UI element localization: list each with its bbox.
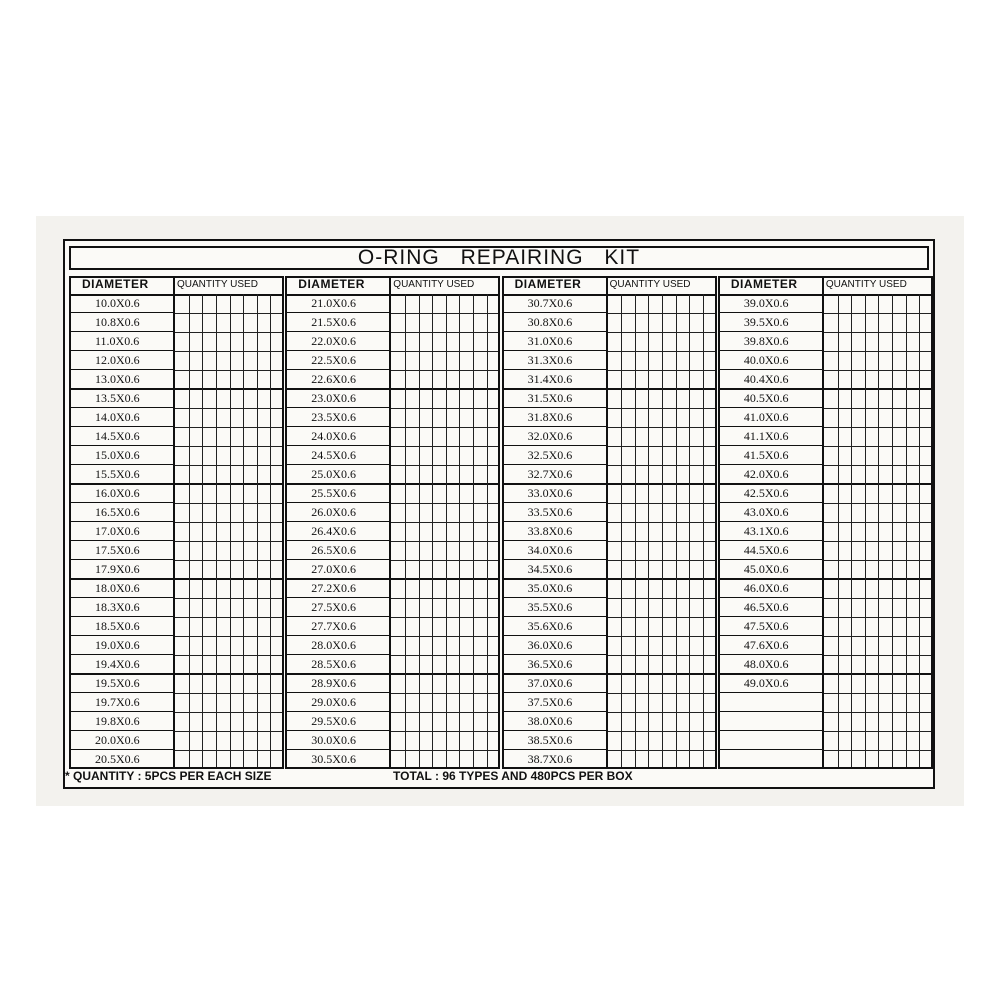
diameter-cell: 35.5X0.6 (502, 598, 608, 617)
quantity-row-divider (824, 427, 933, 428)
quantity-row-divider (391, 332, 500, 333)
kit-label-sheet (36, 216, 964, 806)
diameter-cell: 23.5X0.6 (285, 408, 391, 427)
diameter-cell: 14.5X0.6 (69, 427, 175, 446)
diameter-cell: 39.8X0.6 (718, 332, 824, 351)
diameter-cell: 12.0X0.6 (69, 351, 175, 370)
quantity-row-divider (608, 522, 717, 523)
quantity-row-divider (608, 503, 717, 504)
quantity-cell-divider (257, 294, 258, 769)
diameter-cell: 14.0X0.6 (69, 408, 175, 427)
quantity-row-divider (391, 503, 500, 504)
diameter-cell: 34.5X0.6 (502, 560, 608, 579)
diameter-cell: 30.8X0.6 (502, 313, 608, 332)
quantity-row-divider (175, 541, 284, 542)
quantity-row-divider (391, 731, 500, 732)
quantity-cell-divider (906, 294, 907, 769)
quantity-row-divider (175, 598, 284, 599)
quantity-row-divider (175, 427, 284, 428)
quantity-row-divider (391, 522, 500, 523)
diameter-cell: 42.0X0.6 (718, 465, 824, 484)
quantity-row-divider (175, 655, 284, 656)
diameter-cell: 10.0X0.6 (69, 294, 175, 313)
diameter-cell: 19.8X0.6 (69, 712, 175, 731)
quantity-row-divider (608, 655, 717, 656)
quantity-cell-divider (189, 294, 190, 769)
size-column-2 (285, 276, 500, 769)
quantity-row-divider (175, 446, 284, 447)
quantity-row-divider (608, 712, 717, 713)
footer-notes (65, 765, 933, 785)
diameter-cell: 11.0X0.6 (69, 332, 175, 351)
quantity-row-divider (175, 636, 284, 637)
diameter-cell: 44.5X0.6 (718, 541, 824, 560)
diameter-cell: 16.5X0.6 (69, 503, 175, 522)
quantity-row-divider (391, 351, 500, 352)
diameter-cell: 32.0X0.6 (502, 427, 608, 446)
diameter-cell: 26.5X0.6 (285, 541, 391, 560)
diameter-cell: 27.2X0.6 (285, 579, 391, 598)
diameter-cell: 41.5X0.6 (718, 446, 824, 465)
diameter-cell: 27.0X0.6 (285, 560, 391, 579)
size-column-3 (502, 276, 717, 769)
diameter-cell: 22.5X0.6 (285, 351, 391, 370)
quantity-row-divider (824, 522, 933, 523)
diameter-cell: 31.3X0.6 (502, 351, 608, 370)
quantity-row-divider (608, 332, 717, 333)
quantity-cell-divider (689, 294, 690, 769)
quantity-row-divider (175, 370, 284, 371)
diameter-cell: 19.7X0.6 (69, 693, 175, 712)
quantity-cell-divider (851, 294, 852, 769)
quantity-row-divider (824, 598, 933, 599)
diameter-cell: 17.5X0.6 (69, 541, 175, 560)
quantity-row-divider (391, 636, 500, 637)
diameter-cell: 25.5X0.6 (285, 484, 391, 503)
diameter-cell: 30.7X0.6 (502, 294, 608, 313)
quantity-row-divider (175, 408, 284, 409)
diameter-cell: 22.0X0.6 (285, 332, 391, 351)
quantity-cell-divider (878, 294, 879, 769)
kit-title: O-RING REPAIRING KIT (69, 246, 929, 270)
quantity-row-divider (608, 313, 717, 314)
quantity-row-divider (824, 313, 933, 314)
quantity-row-divider (824, 465, 933, 466)
quantity-cell-divider (230, 294, 231, 769)
diameter-cell: 34.0X0.6 (502, 541, 608, 560)
diameter-cell: 28.9X0.6 (285, 674, 391, 693)
diameter-cell: 45.0X0.6 (718, 560, 824, 579)
diameter-cell: 43.1X0.6 (718, 522, 824, 541)
diameter-cell: 17.0X0.6 (69, 522, 175, 541)
quantity-row-divider (608, 465, 717, 466)
diameter-cell: 24.5X0.6 (285, 446, 391, 465)
quantity-row-divider (391, 446, 500, 447)
quantity-used-header: QUANTITY USED (393, 279, 475, 290)
quantity-row-divider (608, 446, 717, 447)
diameter-cell: 13.5X0.6 (69, 389, 175, 408)
total-note: TOTAL : 96 TYPES AND 480PCS PER BOX (393, 769, 633, 783)
diameter-cell: 41.0X0.6 (718, 408, 824, 427)
quantity-row-divider (608, 351, 717, 352)
diameter-cell: 40.0X0.6 (718, 351, 824, 370)
quantity-cell-divider (648, 294, 649, 769)
diameter-cell: 26.4X0.6 (285, 522, 391, 541)
diameter-cell: 18.0X0.6 (69, 579, 175, 598)
diameter-cell: 28.0X0.6 (285, 636, 391, 655)
quantity-row-divider (824, 655, 933, 656)
quantity-used-cells (608, 294, 717, 769)
diameter-cell: 13.0X0.6 (69, 370, 175, 389)
quantity-row-divider (391, 313, 500, 314)
quantity-row-divider (175, 750, 284, 751)
diameter-cell (718, 693, 824, 712)
quantity-row-divider (824, 503, 933, 504)
quantity-cell-divider (216, 294, 217, 769)
quantity-row-divider (824, 636, 933, 637)
quantity-row-divider (824, 617, 933, 618)
diameter-header: DIAMETER (69, 276, 175, 294)
diameter-cell: 47.6X0.6 (718, 636, 824, 655)
kit-chart (63, 239, 935, 789)
quantity-cell-divider (919, 294, 920, 769)
quantity-row-divider (608, 636, 717, 637)
quantity-cell-divider (838, 294, 839, 769)
diameter-cell: 37.0X0.6 (502, 674, 608, 693)
quantity-row-divider (608, 427, 717, 428)
size-column-1 (69, 276, 284, 769)
quantity-cell-divider (703, 294, 704, 769)
quantity-row-divider (824, 351, 933, 352)
diameter-cell: 21.0X0.6 (285, 294, 391, 313)
diameter-cell: 26.0X0.6 (285, 503, 391, 522)
quantity-row-divider (175, 351, 284, 352)
diameter-cell: 20.5X0.6 (69, 750, 175, 769)
diameter-cell: 17.9X0.6 (69, 560, 175, 579)
quantity-row-divider (608, 750, 717, 751)
diameter-cell: 30.0X0.6 (285, 731, 391, 750)
quantity-cell-divider (487, 294, 488, 769)
quantity-used-header: QUANTITY USED (825, 279, 907, 290)
quantity-cell-divider (662, 294, 663, 769)
diameter-cell: 48.0X0.6 (718, 655, 824, 674)
diameter-cell: 31.4X0.6 (502, 370, 608, 389)
diameter-cell: 27.5X0.6 (285, 598, 391, 617)
diameter-cell: 38.0X0.6 (502, 712, 608, 731)
quantity-row-divider (391, 370, 500, 371)
quantity-cell-divider (446, 294, 447, 769)
quantity-row-divider (175, 465, 284, 466)
quantity-row-divider (391, 598, 500, 599)
diameter-cell (718, 712, 824, 731)
quantity-cell-divider (459, 294, 460, 769)
quantity-row-divider (824, 370, 933, 371)
quantity-row-divider (175, 712, 284, 713)
diameter-cell: 40.4X0.6 (718, 370, 824, 389)
diameter-cell: 19.4X0.6 (69, 655, 175, 674)
quantity-used-cells (175, 294, 284, 769)
quantity-cell-divider (621, 294, 622, 769)
quantity-row-divider (391, 465, 500, 466)
diameter-cell: 40.5X0.6 (718, 389, 824, 408)
diameter-cell: 31.8X0.6 (502, 408, 608, 427)
diameter-cell: 19.5X0.6 (69, 674, 175, 693)
diameter-cell (718, 731, 824, 750)
diameter-cell: 10.8X0.6 (69, 313, 175, 332)
quantity-row-divider (175, 332, 284, 333)
diameter-cell: 36.0X0.6 (502, 636, 608, 655)
quantity-used-cells (391, 294, 500, 769)
diameter-cell: 29.5X0.6 (285, 712, 391, 731)
quantity-row-divider (824, 446, 933, 447)
diameter-cell: 43.0X0.6 (718, 503, 824, 522)
size-table (69, 276, 931, 769)
quantity-row-divider (824, 541, 933, 542)
quantity-row-divider (391, 427, 500, 428)
quantity-row-divider (175, 503, 284, 504)
diameter-cell: 24.0X0.6 (285, 427, 391, 446)
diameter-cell: 16.0X0.6 (69, 484, 175, 503)
quantity-cell-divider (243, 294, 244, 769)
quantity-row-divider (824, 712, 933, 713)
diameter-cell: 20.0X0.6 (69, 731, 175, 750)
quantity-note: * QUANTITY : 5PCS PER EACH SIZE (65, 769, 272, 783)
diameter-cell: 41.1X0.6 (718, 427, 824, 446)
quantity-row-divider (391, 655, 500, 656)
quantity-row-divider (175, 522, 284, 523)
diameter-cell: 49.0X0.6 (718, 674, 824, 693)
quantity-row-divider (608, 598, 717, 599)
quantity-cell-divider (405, 294, 406, 769)
quantity-row-divider (824, 332, 933, 333)
quantity-cell-divider (635, 294, 636, 769)
quantity-row-divider (391, 750, 500, 751)
quantity-cell-divider (676, 294, 677, 769)
quantity-row-divider (391, 560, 500, 561)
diameter-cell: 42.5X0.6 (718, 484, 824, 503)
quantity-row-divider (608, 541, 717, 542)
quantity-row-divider (824, 750, 933, 751)
quantity-row-divider (175, 560, 284, 561)
quantity-cell-divider (865, 294, 866, 769)
diameter-cell: 32.5X0.6 (502, 446, 608, 465)
quantity-row-divider (608, 693, 717, 694)
quantity-row-divider (391, 712, 500, 713)
quantity-used-cells (824, 294, 933, 769)
quantity-row-divider (608, 370, 717, 371)
diameter-cell: 25.0X0.6 (285, 465, 391, 484)
diameter-cell: 39.0X0.6 (718, 294, 824, 313)
quantity-cell-divider (473, 294, 474, 769)
diameter-cell: 23.0X0.6 (285, 389, 391, 408)
quantity-row-divider (391, 617, 500, 618)
diameter-cell: 29.0X0.6 (285, 693, 391, 712)
diameter-cell: 38.7X0.6 (502, 750, 608, 769)
diameter-cell: 46.0X0.6 (718, 579, 824, 598)
diameter-cell: 18.3X0.6 (69, 598, 175, 617)
diameter-cell: 21.5X0.6 (285, 313, 391, 332)
quantity-row-divider (175, 313, 284, 314)
quantity-row-divider (608, 560, 717, 561)
quantity-row-divider (175, 693, 284, 694)
diameter-cell: 22.6X0.6 (285, 370, 391, 389)
diameter-cell: 39.5X0.6 (718, 313, 824, 332)
quantity-used-header: QUANTITY USED (177, 279, 258, 290)
diameter-header: DIAMETER (285, 276, 391, 294)
diameter-cell: 33.0X0.6 (502, 484, 608, 503)
quantity-used-header: QUANTITY USED (609, 279, 691, 290)
quantity-row-divider (608, 408, 717, 409)
quantity-row-divider (175, 731, 284, 732)
diameter-header: DIAMETER (718, 276, 824, 294)
diameter-cell: 15.0X0.6 (69, 446, 175, 465)
diameter-cell: 35.0X0.6 (502, 579, 608, 598)
diameter-cell: 31.0X0.6 (502, 332, 608, 351)
quantity-row-divider (824, 560, 933, 561)
diameter-cell: 19.0X0.6 (69, 636, 175, 655)
quantity-row-divider (391, 693, 500, 694)
diameter-cell: 47.5X0.6 (718, 617, 824, 636)
diameter-header: DIAMETER (502, 276, 608, 294)
diameter-cell: 15.5X0.6 (69, 465, 175, 484)
diameter-cell: 27.7X0.6 (285, 617, 391, 636)
diameter-cell: 36.5X0.6 (502, 655, 608, 674)
quantity-cell-divider (432, 294, 433, 769)
quantity-row-divider (608, 617, 717, 618)
quantity-row-divider (824, 693, 933, 694)
quantity-row-divider (824, 408, 933, 409)
quantity-cell-divider (419, 294, 420, 769)
diameter-cell: 35.6X0.6 (502, 617, 608, 636)
quantity-row-divider (824, 731, 933, 732)
diameter-cell: 46.5X0.6 (718, 598, 824, 617)
diameter-cell: 30.5X0.6 (285, 750, 391, 769)
diameter-cell: 33.5X0.6 (502, 503, 608, 522)
diameter-cell: 38.5X0.6 (502, 731, 608, 750)
quantity-cell-divider (892, 294, 893, 769)
diameter-cell: 32.7X0.6 (502, 465, 608, 484)
quantity-row-divider (391, 541, 500, 542)
quantity-row-divider (175, 617, 284, 618)
diameter-cell: 28.5X0.6 (285, 655, 391, 674)
diameter-cell: 18.5X0.6 (69, 617, 175, 636)
quantity-cell-divider (202, 294, 203, 769)
diameter-cell: 31.5X0.6 (502, 389, 608, 408)
diameter-cell: 33.8X0.6 (502, 522, 608, 541)
quantity-row-divider (608, 731, 717, 732)
size-column-4 (718, 276, 933, 769)
quantity-row-divider (391, 408, 500, 409)
diameter-cell: 37.5X0.6 (502, 693, 608, 712)
quantity-cell-divider (270, 294, 271, 769)
